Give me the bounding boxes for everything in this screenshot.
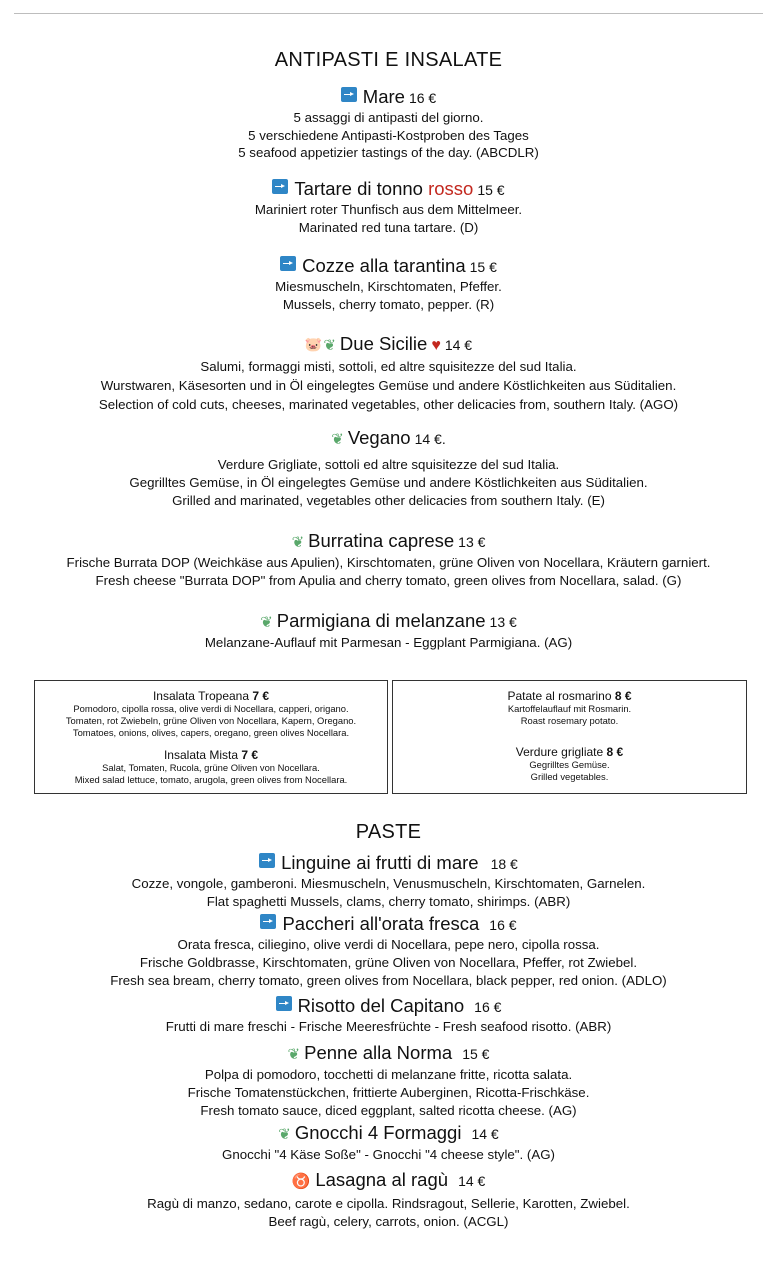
side-desc-line: Salat, Tomaten, Rucola, grüne Oliven von Nocellara.: [102, 762, 320, 773]
side-desc-line: Pomodoro, cipolla rossa, olive verdi di Nocellara, capperi, origano.: [73, 703, 349, 714]
dish-desc-line: Fresh cheese "Burrata DOP" from Apulia and cherry tomato, green olives from Nocellara, salad. (G): [95, 573, 682, 588]
dish-desc-line: Gegrilltes Gemüse, in Öl eingelegtes Gemüse und andere Köstlichkeiten aus Süditalien.: [129, 475, 648, 490]
dish-desc-line: Orata fresca, ciliegino, olive verdi di Nocellara, pepe nero, cipolla rossa.: [177, 937, 600, 952]
dish-desc-line: Miesmuscheln, Kirschtomaten, Pfeffer.: [275, 279, 502, 294]
dish-lasagna: [0, 1169, 777, 1231]
dish-price: 15 €: [477, 182, 505, 198]
dish-penne: [0, 1042, 777, 1120]
side-price: 8 €: [606, 745, 624, 759]
dish-name: Gnocchi 4 Formaggi: [294, 1122, 462, 1143]
dish-desc-line: Frutti di mare freschi - Frische Meeresfrüchte - Fresh seafood risotto. (ABR): [165, 1019, 612, 1034]
dish-desc-line: Fresh sea bream, cherry tomato, green olives from Nocellara, black pepper, red onion. (ADLO): [110, 973, 667, 988]
dish-desc-line: Flat spaghetti Mussels, clams, cherry tomato, shirimps. (ABR): [206, 894, 571, 909]
heart-icon: ♥: [431, 337, 441, 354]
dish-desc-line: 5 seafood appetizier tastings of the day. (ABCDLR): [238, 145, 539, 160]
dish-desc-line: Frische Burrata DOP (Weichkäse aus Apulien), Kirschtomaten, grüne Oliven von Nocellara, Kräutern garniert.: [66, 555, 711, 570]
dish-name: Linguine ai frutti di mare: [281, 852, 479, 873]
side-desc-line: Roast rosemary potato.: [520, 715, 619, 726]
dish-name: Mare: [362, 86, 405, 107]
dish-desc-line: Selection of cold cuts, cheeses, marinated vegetables, other delicacies from, southern Italy. (AGO): [98, 397, 679, 412]
top-divider: [14, 13, 763, 14]
dish-vegano: [0, 427, 777, 510]
dish-price: 15 €: [469, 259, 497, 275]
fish-icon: [280, 256, 296, 271]
side-desc-line: Gegrilltes Gemüse.: [529, 759, 610, 770]
fish-icon: [341, 87, 357, 102]
fish-icon: [260, 914, 276, 929]
side-name: Verdure grigliate: [515, 745, 607, 759]
leaf-icon: ❦: [278, 1126, 291, 1143]
side-name: Patate al rosmarino: [507, 689, 615, 703]
dish-due-sicilie: [0, 333, 777, 414]
side-desc-line: Kartoffelauflauf mit Rosmarin.: [507, 703, 632, 714]
dish-burratina: [0, 530, 777, 590]
dish-price: 16 €: [489, 917, 517, 933]
dish-desc-line: Frische Goldbrasse, Kirschtomaten, grüne Oliven von Nocellara, Pfeffer, rot Zwiebel.: [139, 955, 638, 970]
dish-name: Due Sicilie: [339, 333, 428, 354]
section-title-antipasti: ANTIPASTI E INSALATE: [274, 49, 503, 71]
dish-price: 18 €: [490, 856, 518, 872]
side-name: Insalata Tropeana: [152, 689, 253, 703]
dish-name: Tartare di tonno: [294, 178, 429, 199]
dish-price: 14 €: [471, 1126, 499, 1142]
pig-icon: 🐷: [304, 336, 323, 352]
dish-name: Paccheri all'orata fresca: [282, 913, 480, 934]
dish-desc-line: Verdure Grigliate, sottoli ed altre squisitezze del sud Italia.: [217, 457, 560, 472]
dish-desc-line: Marinated red tuna tartare. (D): [298, 220, 479, 235]
fish-icon: [272, 179, 288, 194]
dish-price: 13 €: [458, 534, 486, 550]
dish-price: 16 €: [408, 90, 437, 106]
leaf-icon: ❦: [287, 1046, 301, 1063]
sides-box-left: [34, 680, 388, 794]
dish-price: 15 €: [462, 1046, 490, 1062]
dish-tartare: [0, 178, 777, 237]
dish-desc-line: 5 assaggi di antipasti del giorno.: [293, 110, 484, 125]
dish-name: Burratina caprese: [308, 530, 455, 551]
dish-price: 13 €: [489, 614, 517, 630]
side-desc-line: Tomatoes, onions, olives, capers, oregano, green olives Nocellara.: [72, 727, 350, 738]
dish-price: 16 €: [474, 999, 502, 1015]
dish-desc-line: Beef ragù, celery, carrots, onion. (ACGL): [268, 1214, 509, 1229]
leaf-icon: ❦: [291, 534, 305, 551]
dish-name: Risotto del Capitano: [297, 995, 465, 1016]
side-desc-line: Grilled vegetables.: [530, 771, 609, 782]
leaf-icon: ❦: [260, 614, 273, 631]
dish-parmigiana: [0, 610, 777, 652]
side-price: 7 €: [252, 689, 270, 703]
section-title-paste: PASTE: [355, 821, 422, 843]
dish-paccheri: [0, 913, 777, 990]
dish-desc-line: Melanzane-Auflauf mit Parmesan - Eggplant Parmigiana. (AG): [204, 635, 573, 650]
dish-desc-line: Fresh tomato sauce, diced eggplant, salted ricotta cheese. (AG): [200, 1103, 577, 1118]
side-price: 7 €: [241, 748, 259, 762]
dish-price: 14 €: [458, 1173, 486, 1189]
cow-icon: ♉: [291, 1173, 311, 1190]
dish-desc-line: Gnocchi "4 Käse Soße" - Gnocchi "4 cheese style". (AG): [222, 1147, 555, 1162]
dish-name-highlight: rosso: [428, 178, 474, 199]
dish-price: 14 €.: [414, 431, 446, 447]
dish-mare: [0, 86, 777, 162]
side-desc-line: Tomaten, rot Zwiebeln, grüne Oliven von Nocellara, Kapern, Oregano.: [65, 715, 357, 726]
side-desc-line: Mixed salad lettuce, tomato, arugola, green olives from Nocellara.: [74, 774, 348, 785]
dish-desc-line: Salumi, formaggi misti, sottoli, ed altre squisitezze del sud Italia.: [200, 359, 577, 374]
fish-icon: [276, 996, 292, 1011]
dish-desc-line: 5 verschiedene Antipasti-Kostproben des Tages: [248, 127, 529, 143]
dish-name: Lasagna al ragù: [315, 1169, 449, 1190]
leaf-icon: ❦: [331, 431, 344, 448]
dish-cozze: [0, 255, 777, 314]
dish-name: Vegano: [347, 427, 411, 448]
dish-risotto: [0, 995, 777, 1036]
dish-desc-line: Ragù di manzo, sedano, carote e cipolla. Rindsragout, Sellerie, Karotten, Zwiebel.: [147, 1196, 630, 1211]
fish-icon: [259, 853, 275, 868]
dish-name: Parmigiana di melanzane: [276, 610, 486, 631]
dish-gnocchi: [0, 1122, 777, 1164]
dish-linguine: [0, 852, 777, 911]
dish-name: Cozze alla tarantina: [302, 255, 466, 276]
sides-box-right: [392, 680, 747, 794]
dish-desc-line: Grilled and marinated, vegetables other delicacies from southern Italy. (E): [172, 493, 605, 508]
dish-desc-line: Frische Tomatenstückchen, frittierte Auberginen, Ricotta-Frischkäse.: [187, 1085, 590, 1100]
dish-desc-line: Cozze, vongole, gamberoni. Miesmuscheln, Venusmuscheln, Kirschtomaten, Garnelen.: [131, 876, 646, 891]
leaf-icon: ❦: [323, 337, 336, 354]
dish-desc-line: Mussels, cherry tomato, pepper. (R): [282, 297, 495, 312]
dish-desc-line: Mariniert roter Thunfisch aus dem Mittelmeer.: [254, 202, 523, 217]
side-price: 8 €: [614, 689, 632, 703]
dish-desc-line: Wurstwaren, Käsesorten und in Öl eingelegtes Gemüse und andere Köstlichkeiten aus Süditalien.: [100, 378, 677, 393]
dish-name: Penne alla Norma: [304, 1042, 453, 1063]
dish-price: 14 €: [444, 337, 473, 353]
side-name: Insalata Mista: [163, 748, 242, 762]
dish-desc-line: Polpa di pomodoro, tocchetti di melanzane fritte, ricotta salata.: [204, 1067, 573, 1082]
